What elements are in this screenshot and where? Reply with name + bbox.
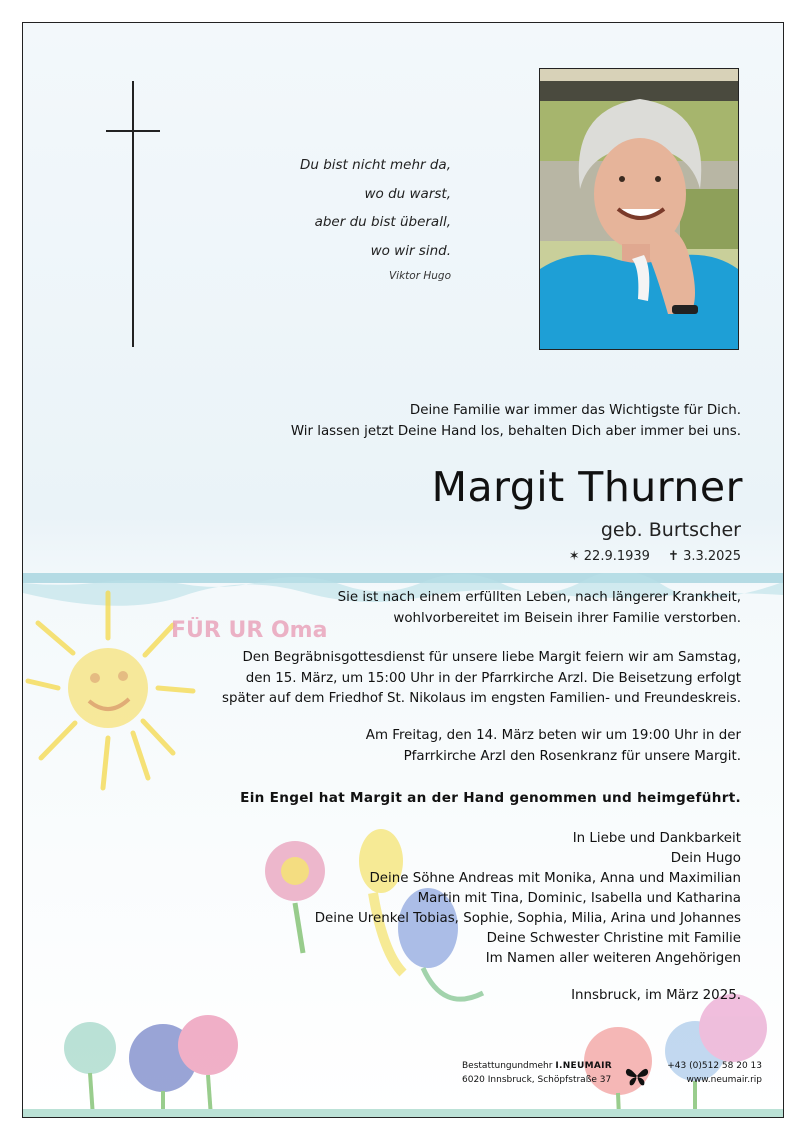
- butterfly-icon: [624, 1063, 650, 1089]
- angel-statement: Ein Engel hat Margit an der Hand genommen und heimgeführt.: [240, 790, 741, 806]
- intro-text: [291, 400, 741, 442]
- mourner-line: In Liebe und Dankbarkeit: [572, 831, 741, 846]
- quote-line: wo du warst,: [364, 185, 451, 202]
- paragraph-line: den 15. März, um 15:00 Uhr in der Pfarrkirche Arzl. Die Beisetzung erfolgt: [245, 670, 741, 686]
- mourner-line: Deine Urenkel Tobias, Sophie, Sophia, Milia, Arina und Johannes: [314, 911, 741, 926]
- intro-line: Wir lassen jetzt Deine Hand los, behalten Dich aber immer bei uns.: [290, 424, 741, 439]
- brand-logo-text: I.NEUMAIR: [555, 1061, 612, 1071]
- life-dates: [555, 549, 741, 564]
- address: 6020 Innsbruck, Schöpfstraße 37: [462, 1075, 612, 1085]
- paragraph-line: Den Begräbnisgottesdienst für unsere liebe Margit feiern wir am Samstag,: [242, 650, 741, 665]
- intro-line: Deine Familie war immer das Wichtigste für Dich.: [409, 403, 741, 418]
- death-date: ✝ 3.3.2025: [668, 549, 741, 564]
- paragraph-line: Sie ist nach einem erfüllten Leben, nach längerer Krankheit,: [337, 590, 741, 605]
- mourner-line: Dein Hugo: [670, 851, 741, 866]
- quote-author: Viktor Hugo: [388, 270, 451, 282]
- quote: [300, 151, 451, 265]
- paragraph-line: später auf dem Friedhof St. Nikolaus im engsten Familien- und Freundeskreis.: [222, 691, 741, 706]
- cross-vertical: [132, 81, 134, 347]
- obituary-card: [22, 22, 784, 1118]
- paragraph-rosary: [366, 726, 741, 767]
- paragraph-funeral: [222, 648, 741, 710]
- sun-drawing: [28, 593, 193, 788]
- cross-horizontal: [106, 130, 160, 132]
- brand-name: Bestattungundmehr: [462, 1061, 553, 1071]
- funeral-home-address: [462, 1059, 612, 1087]
- paragraph-passing: [338, 587, 741, 629]
- portrait-photo: [539, 68, 739, 350]
- place-date: Innsbruck, im März 2025.: [571, 988, 741, 1003]
- mourner-line: Martin mit Tina, Dominic, Isabella und Katharina: [417, 891, 741, 906]
- mourners-list: [315, 829, 741, 969]
- mourner-line: Deine Söhne Andreas mit Monika, Anna und Maximilian: [369, 871, 741, 886]
- maiden-name: geb. Burtscher: [600, 519, 741, 541]
- website-link[interactable]: www.neumair.rip: [686, 1075, 762, 1085]
- deceased-name: Margit Thurner: [431, 463, 743, 511]
- paragraph-line: Pfarrkirche Arzl den Rosenkranz für unsere Margit.: [403, 748, 741, 764]
- phone-number[interactable]: +43 (0)512 58 20 13: [667, 1061, 762, 1071]
- funeral-home-footer: [462, 1059, 762, 1099]
- drawing-text: FÜR UR Oma: [171, 618, 328, 643]
- quote-line: aber du bist überall,: [314, 214, 451, 230]
- mourner-line: Im Namen aller weiteren Angehörigen: [485, 951, 741, 966]
- quote-line: wo wir sind.: [370, 242, 451, 259]
- contact-info: [667, 1059, 762, 1087]
- paragraph-line: wohlvorbereitet im Beisein ihrer Familie verstorben.: [393, 611, 741, 626]
- birth-date: ✶ 22.9.1939: [568, 549, 650, 564]
- mourner-line: Deine Schwester Christine mit Familie: [486, 931, 741, 946]
- quote-line: Du bist nicht mehr da,: [299, 157, 451, 173]
- paragraph-line: Am Freitag, den 14. März beten wir um 19:00 Uhr in der: [365, 728, 741, 743]
